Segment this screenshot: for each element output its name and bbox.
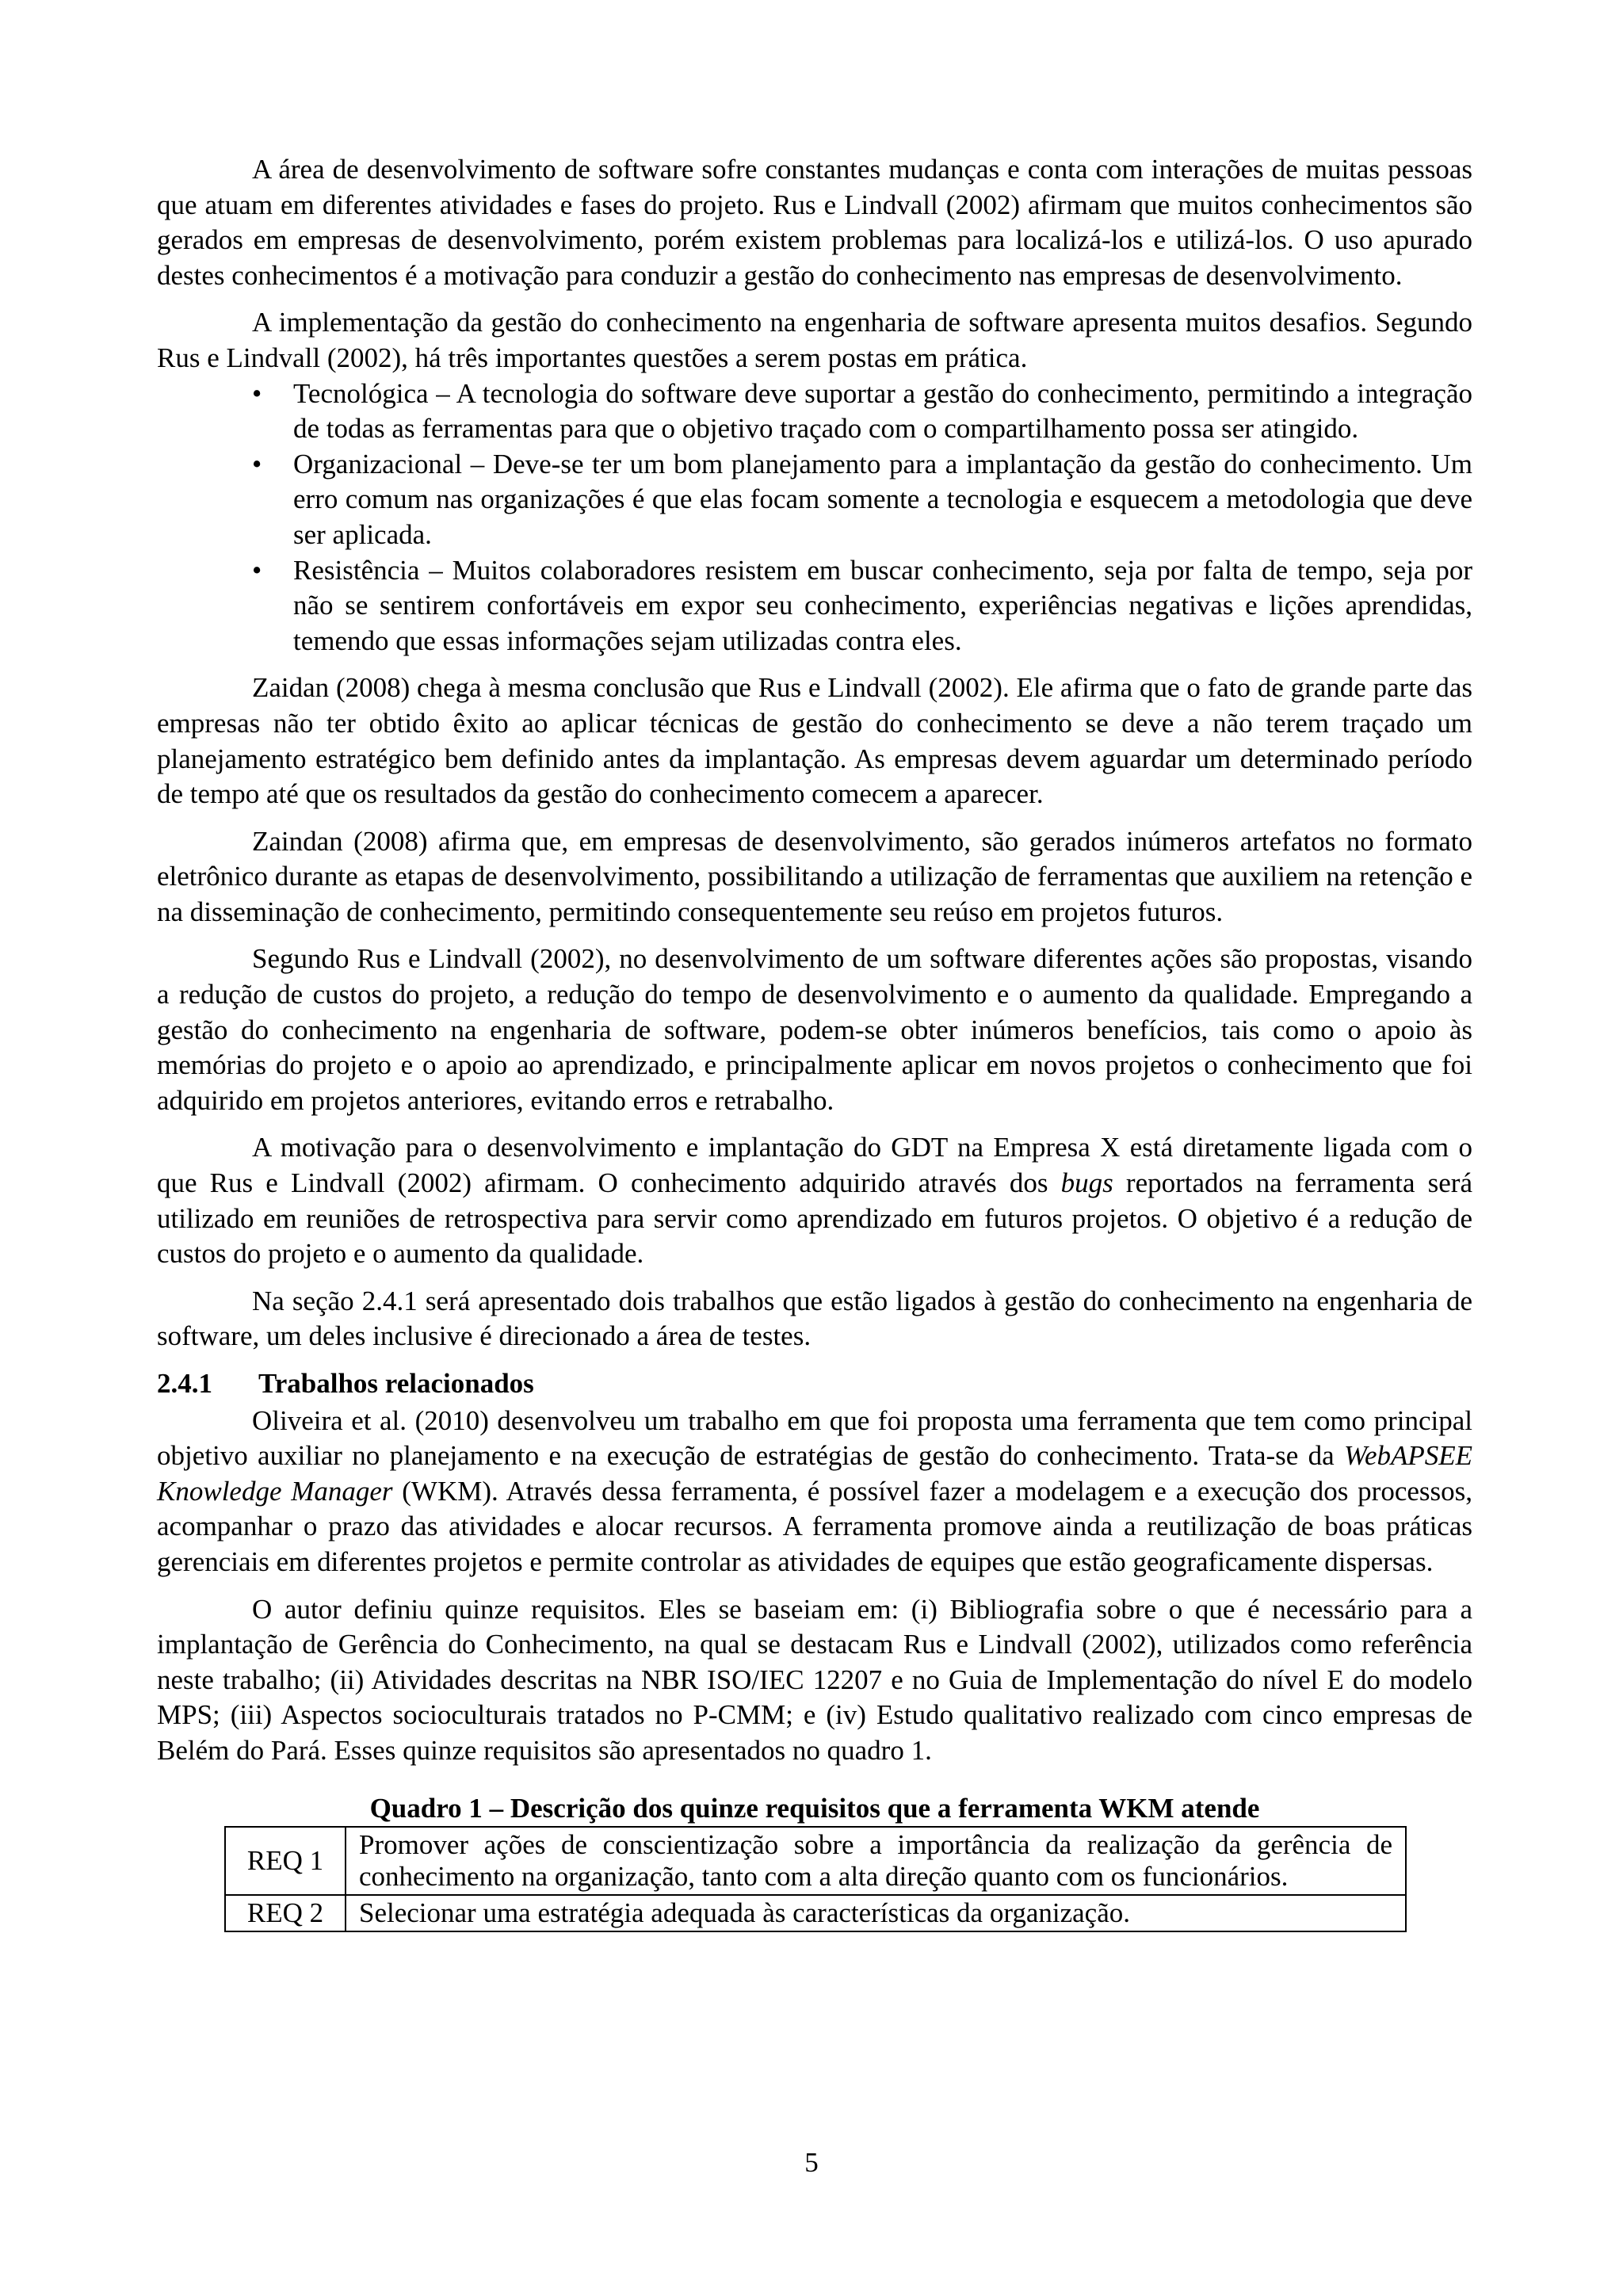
section-heading: [157, 1366, 1472, 1402]
list-item: [157, 447, 1472, 553]
paragraph: A área de desenvolvimento de software sofre constantes mudanças e conta com interações de muitas pessoas que atuam em diferentes atividades e fases do projeto. Rus e Lindvall (2002) afirmam que muitos conhecimentos são gerados em empresas de desenvolvimento, porém existem problemas para localizá-los e utilizá-los. O uso apurado destes conhecimentos é a motivação para conduzir a gestão do conhecimento nas empresas de desenvolvimento.: [157, 154, 1472, 291]
paragraph: Segundo Rus e Lindvall (2002), no desenvolvimento de um software diferentes ações são propostas, visando a redução de custos do projeto, a redução do tempo de desenvolvimento e o aumento da qualidade. Empregando a gestão do conhecimento na engenharia de software, podem-se obter inúmeros benefícios, tais como o apoio às memórias do projeto e o apoio ao aprendizado, e principalmente aplicar em novos projetos o conhecimento que foi adquirido em projetos anteriores, evitando erros e retrabalho.: [157, 943, 1472, 1116]
list-item-text: Organizacional – Deve-se ter um bom planejamento para a implantação da gestão do conhecimento. Um erro comum nas organizações é que elas focam somente a tecnologia e esquecem a metodologia que deve ser aplicada.: [293, 448, 1472, 550]
list-item-text: Resistência – Muitos colaboradores resistem em buscar conhecimento, seja por falta de tempo, seja por não se sentirem confortáveis em expor seu conhecimento, experiências negativas e lições aprendidas, temendo que essas informações sejam utilizadas contra eles.: [293, 554, 1472, 656]
paragraph-text: A motivação para o desenvolvimento e implantação do GDT na Empresa X está diretamente ligada com o que Rus e Lindvall (2002) afirmam. O conhecimento adquirido através dos: [157, 1132, 1472, 1199]
paragraph: [157, 1130, 1472, 1271]
table-row: [225, 1895, 1406, 1931]
paragraph: O autor definiu quinze requisitos. Eles se baseiam em: (i) Bibliografia sobre o que é necessário para a implantação de Gerência do Conhecimento, na qual se destacam Rus e Lindvall (2002), utilizados como referência neste trabalho; (ii) Atividades descritas na NBR ISO/IEC 12207 e no Guia de Implementação do nível E do modelo MPS; (iii) Aspectos socioculturais tratados no P-CMM; e (iv) Estudo qualitativo realizado com cinco empresas de Belém do Pará. Esses quinze requisitos são apresentados no quadro 1.: [157, 1593, 1472, 1766]
section-number: 2.4.1: [157, 1368, 212, 1399]
bullet-icon: •: [252, 448, 262, 479]
list-item: [157, 553, 1472, 659]
requirement-id: REQ 2: [225, 1895, 346, 1931]
paragraph: [157, 1404, 1472, 1580]
paragraph: A implementação da gestão do conhecimento na engenharia de software apresenta muitos desafios. Segundo Rus e Lindvall (2002), há três importantes questões a serem postas em prática.: [157, 307, 1472, 373]
section-title: Trabalhos relacionados: [258, 1368, 534, 1399]
requirement-id: REQ 1: [225, 1827, 346, 1895]
bullet-icon: •: [252, 377, 262, 409]
requirements-table: [224, 1826, 1407, 1932]
table-caption: Quadro 1 – Descrição dos quinze requisitos que a ferramenta WKM atende: [369, 1792, 1260, 1824]
requirement-description: Promover ações de conscientização sobre a importância da realização da gerência de conhecimento na organização, tanto com a alta direção quanto com os funcionários.: [346, 1827, 1406, 1895]
table-row: [225, 1827, 1406, 1895]
page-number: 5: [804, 2147, 819, 2178]
list-item-text: Tecnológica – A tecnologia do software deve suportar a gestão do conhecimento, permitindo a integração de todas as ferramentas para que o objetivo traçado com o compartilhamento possa ser atingido.: [293, 377, 1472, 445]
paragraph: Zaidan (2008) chega à mesma conclusão que Rus e Lindvall (2002). Ele afirma que o fato de grande parte das empresas não ter obtido êxito ao aplicar técnicas de gestão do conhecimento se deve a não terem traçado um planejamento estratégico bem definido antes da implantação. As empresas devem aguardar um determinado período de tempo até que os resultados da gestão do conhecimento comecem a aparecer.: [157, 672, 1472, 810]
requirement-description: Selecionar uma estratégia adequada às características da organização.: [346, 1895, 1406, 1931]
italic-term: bugs: [1060, 1167, 1113, 1199]
paragraph: Na seção 2.4.1 será apresentado dois trabalhos que estão ligados à gestão do conhecimento na engenharia de software, um deles inclusive é direcionado a área de testes.: [157, 1285, 1472, 1352]
bullet-list: [157, 376, 1472, 659]
paragraph-text: reportados na ferramenta será utilizado em reuniões de retrospectiva para servir como aprendizado em futuros projetos. O objetivo é a redução de custos do projeto e o aumento da qualidade.: [157, 1167, 1472, 1270]
page-body: [157, 152, 1472, 1932]
paragraph-text: (WKM). Através dessa ferramenta, é possível fazer a modelagem e a execução dos processos, acompanhar o prazo das atividades e alocar recursos. A ferramenta promove ainda a reutilização de boas práticas gerenciais em diferentes projetos e permite controlar as atividades de equipes que estão geograficamente dispersas.: [157, 1475, 1473, 1577]
italic-term: WebAPSEE Knowledge Manager: [157, 1440, 1472, 1507]
bullet-icon: •: [252, 554, 262, 586]
paragraph-text: Oliveira et al. (2010) desenvolveu um trabalho em que foi proposta uma ferramenta que tem como principal objetivo auxiliar no planejamento e na execução de estratégias de gestão do conhecimento. Trata-se da: [157, 1404, 1472, 1472]
list-item: [157, 376, 1472, 447]
paragraph: Zaindan (2008) afirma que, em empresas de desenvolvimento, são gerados inúmeros artefatos no formato eletrônico durante as etapas de desenvolvimento, possibilitando a utilização de ferramentas que auxiliem na retenção e na disseminação de conhecimento, permitindo consequentemente seu reúso em projetos futuros.: [157, 825, 1472, 927]
